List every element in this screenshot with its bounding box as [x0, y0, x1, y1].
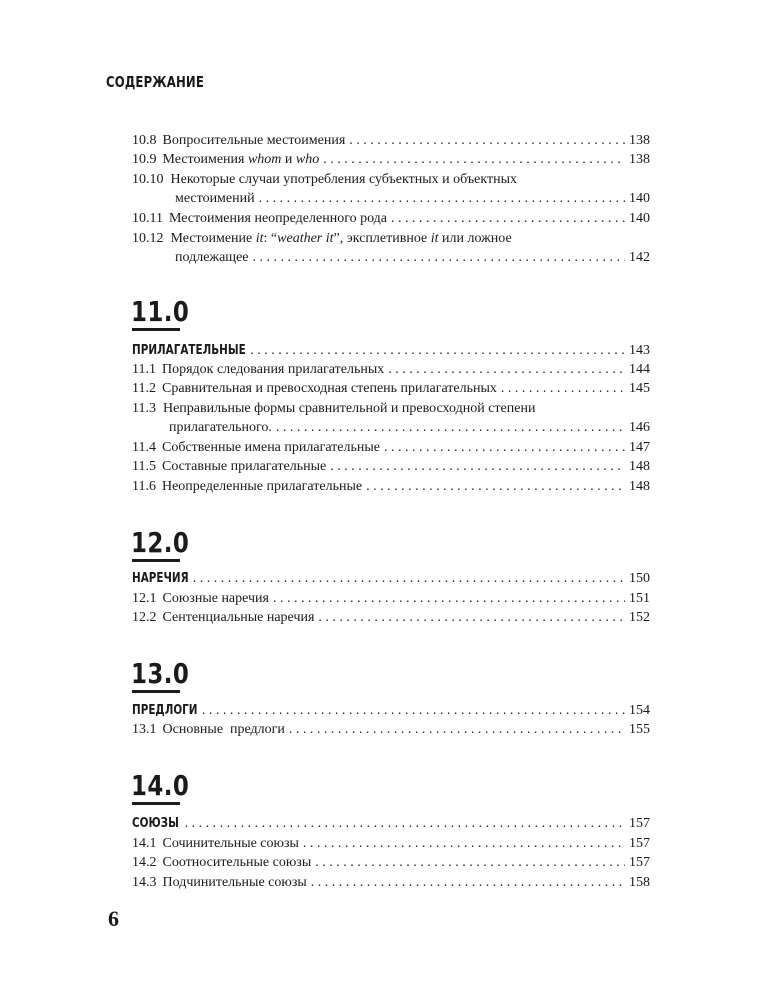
toc-entry-11-3-line1[interactable] [132, 399, 535, 418]
toc-entry-page: 148 [629, 479, 650, 494]
chapter-title: НАРЕЧИЯ [132, 571, 189, 586]
toc-entry-14-2[interactable] [132, 853, 650, 872]
chapter-title: СОЮЗЫ [132, 816, 179, 831]
toc-entry-title-cont: подлежащее [175, 250, 249, 265]
chapter-heading-11[interactable] [132, 341, 650, 360]
toc-entry-10-12-line1[interactable] [132, 229, 512, 248]
toc-entry-page: 157 [629, 816, 650, 831]
toc-entry-page: 155 [629, 722, 650, 737]
toc-entry-title: Собственные имена прилагательные [161, 440, 380, 455]
toc-entry-title: Вопросительные местоимения [162, 133, 346, 148]
toc-entry-11-2[interactable] [132, 379, 650, 398]
leader-dots [311, 873, 625, 892]
toc-entry-number: 12.1 [132, 591, 157, 606]
leader-dots [391, 209, 625, 228]
toc-entry-11-5[interactable] [132, 457, 650, 476]
toc-entry-title-cont: прилагательного. [169, 420, 272, 435]
toc-entry-title-cont: местоимений [175, 191, 255, 206]
toc-entry-title: Местоимения неопределенного рода [168, 211, 388, 226]
toc-entry-number: 14.2 [132, 855, 157, 870]
toc-entry-page: 142 [629, 250, 650, 265]
toc-entry-number: 13.1 [132, 722, 157, 737]
toc-entry-page: 143 [629, 343, 650, 358]
chapter-title: ПРИЛАГАТЕЛЬНЫЕ [132, 343, 246, 358]
leader-dots [384, 438, 625, 457]
leader-dots [366, 477, 625, 496]
leader-dots [273, 589, 625, 608]
leader-dots [318, 608, 625, 627]
toc-entry-number: 11.6 [132, 479, 156, 494]
toc-entry-10-12-line2[interactable] [175, 248, 650, 267]
toc-entry-number: 10.9 [132, 152, 157, 167]
chapter-rule [132, 559, 180, 562]
toc-entry-page: 146 [629, 420, 650, 435]
toc-entry-title: Сравнительная и превосходная степень прилагательных [161, 381, 497, 396]
toc-entry-11-6[interactable] [132, 477, 650, 496]
toc-entry-page: 138 [629, 152, 650, 167]
toc-entry-10-11[interactable] [132, 209, 650, 228]
chapter-number-11: 11.0 [131, 295, 190, 328]
toc-entry-title: Сентенциальные наречия [162, 610, 315, 625]
toc-entry-page: 152 [629, 610, 650, 625]
toc-entry-10-9[interactable] [132, 150, 650, 169]
leader-dots [276, 418, 625, 437]
leader-dots [315, 853, 625, 872]
toc-entry-page: 145 [629, 381, 650, 396]
toc-entry-title: Неправильные формы сравнительной и превосходной степени [162, 401, 536, 416]
toc-entry-number: 11.5 [132, 459, 156, 474]
toc-entry-12-1[interactable] [132, 589, 650, 608]
toc-entry-page: 138 [629, 133, 650, 148]
toc-entry-14-1[interactable] [132, 834, 650, 853]
toc-entry-number: 10.8 [132, 133, 157, 148]
leader-dots [303, 834, 625, 853]
leader-dots [289, 720, 625, 739]
toc-entry-page: 157 [629, 836, 650, 851]
toc-entry-title: Составные прилагательные [161, 459, 327, 474]
toc-entry-title: Союзные наречия [162, 591, 269, 606]
leader-dots [250, 341, 625, 360]
toc-entry-page: 157 [629, 855, 650, 870]
toc-entry-10-10-line1[interactable] [132, 170, 517, 189]
toc-entry-number: 12.2 [132, 610, 157, 625]
toc-entry-title: Неопределенные прилагательные [161, 479, 363, 494]
leader-dots [193, 569, 625, 588]
chapter-title: ПРЕДЛОГИ [132, 703, 198, 718]
toc-entry-number: 10.11 [132, 211, 163, 226]
toc-entry-title: Порядок следования прилагательных [161, 362, 385, 377]
toc-entry-title: Соотносительные союзы [162, 855, 312, 870]
toc-entry-page: 140 [629, 191, 650, 206]
chapter-heading-13[interactable] [132, 701, 650, 720]
leader-dots [185, 814, 625, 833]
leader-dots [501, 379, 625, 398]
toc-entry-number: 14.1 [132, 836, 157, 851]
toc-entry-12-2[interactable] [132, 608, 650, 627]
chapter-number-12: 12.0 [131, 526, 190, 559]
toc-entry-10-10-line2[interactable] [175, 189, 650, 208]
toc-entry-page: 144 [629, 362, 650, 377]
leader-dots [253, 248, 625, 267]
toc-entry-title: Основные предлоги [162, 722, 285, 737]
toc-entry-page: 148 [629, 459, 650, 474]
toc-entry-number: 14.3 [132, 875, 157, 890]
toc-entry-number: 10.12 [132, 231, 164, 246]
chapter-rule [132, 690, 180, 693]
leader-dots [323, 150, 625, 169]
toc-entry-number: 11.3 [132, 401, 156, 416]
toc-entry-title: Местоимение it: “weather it”, эксплетивное it или ложное [170, 231, 512, 246]
toc-entry-page: 150 [629, 571, 650, 586]
toc-entry-11-4[interactable] [132, 438, 650, 457]
leader-dots [349, 131, 625, 150]
toc-entry-page: 154 [629, 703, 650, 718]
leader-dots [202, 701, 625, 720]
toc-entry-11-3-line2[interactable] [169, 418, 650, 437]
leader-dots [330, 457, 625, 476]
chapter-rule [132, 802, 180, 805]
running-header: СОДЕРЖАНИЕ [106, 73, 205, 91]
toc-entry-11-1[interactable] [132, 360, 650, 379]
chapter-number-14: 14.0 [131, 769, 190, 802]
toc-entry-page: 147 [629, 440, 650, 455]
toc-entry-page: 151 [629, 591, 650, 606]
page-number: 6 [108, 906, 119, 931]
toc-entry-number: 11.4 [132, 440, 156, 455]
toc-entry-number: 11.2 [132, 381, 156, 396]
chapter-heading-14[interactable] [132, 814, 650, 833]
toc-entry-title: Сочинительные союзы [162, 836, 299, 851]
toc-entry-title: Некоторые случаи употребления субъектных и объектных [170, 172, 517, 187]
toc-entry-number: 10.10 [132, 172, 164, 187]
toc-entry-title: Местоимения whom и who [162, 152, 320, 167]
leader-dots [388, 360, 625, 379]
chapter-number-13: 13.0 [131, 657, 190, 690]
toc-entry-title: Подчинительные союзы [162, 875, 307, 890]
toc-entry-14-3[interactable] [132, 873, 650, 892]
toc-entry-13-1[interactable] [132, 720, 650, 739]
toc-entry-10-8[interactable] [132, 131, 650, 150]
toc-entry-number: 11.1 [132, 362, 156, 377]
chapter-rule [132, 328, 180, 331]
leader-dots [259, 189, 625, 208]
toc-entry-page: 140 [629, 211, 650, 226]
chapter-heading-12[interactable] [132, 569, 650, 588]
toc-entry-page: 158 [629, 875, 650, 890]
